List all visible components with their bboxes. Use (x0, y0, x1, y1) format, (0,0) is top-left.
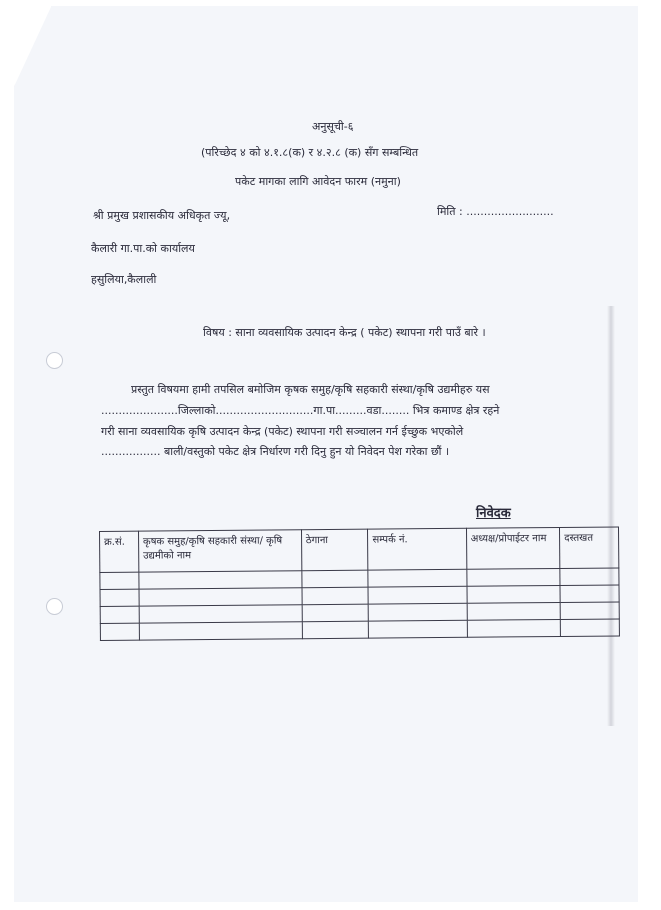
table-header-row (100, 527, 619, 573)
body-line-4: ................. बाली/वस्तुको पकेट क्षेत्र निर्धारण गरी दिनु हुन यो निवेदन पेश गरेका छौं । (101, 445, 450, 458)
office-line: कैलारी गा.पा.को कार्यालय (91, 242, 195, 255)
addressee-line: श्री प्रमुख प्रशासकीय अधिकृत ज्यू, (93, 209, 231, 222)
col-signature: दस्तखत (560, 527, 619, 569)
chapter-reference: (परिच्छेद ४ को ४.१.८(क) र ४.२.८ (क) सँग सम्बन्धित (201, 146, 419, 159)
body-line-3: गरी साना व्यवसायिक कृषि उत्पादन केन्द्र (पकेट) स्थापना गरी सञ्चालन गर्न ईच्छुक भएकोले (101, 425, 464, 438)
col-contact: सम्पर्क नं. (368, 528, 467, 570)
col-address: ठेगाना (301, 529, 368, 571)
schedule-label: अनुसूची-६ (312, 120, 354, 133)
col-group-name: कृषक समुह/कृषि सहकारी संस्था/ कृषि उद्यमीको नाम (138, 530, 301, 572)
punch-hole-top (46, 352, 63, 369)
scan-edge-shadow (607, 306, 615, 726)
date-field: मिति : ......................... (437, 205, 554, 218)
subject-line: विषय : साना व्यवसायिक उत्पादन केन्द्र ( पकेट) स्थापना गरी पाउँ बारे । (203, 326, 486, 339)
punch-hole-bottom (46, 598, 63, 615)
col-serial: क्र.सं. (100, 531, 139, 572)
body-line-2: ......................जिल्लाको............................गा.पा.........वडा........ भित्र कमाण्ड क्षेत्र रहने (101, 404, 500, 417)
applicant-heading: निवेदक (476, 506, 511, 521)
applicant-table (99, 526, 620, 641)
col-chairperson: अध्यक्ष/प्रोपाईटर नाम (466, 527, 560, 569)
form-title: पकेट मागका लागि आवेदन फारम (नमुना) (235, 175, 401, 188)
body-line-1: प्रस्तुत विषयमा हामी तपसिल बमोजिम कृषक समुह/कृषि सहकारी संस्था/कृषि उद्यमीहरु यस (131, 383, 490, 396)
location-line: हसुलिया,कैलाली (91, 273, 157, 286)
